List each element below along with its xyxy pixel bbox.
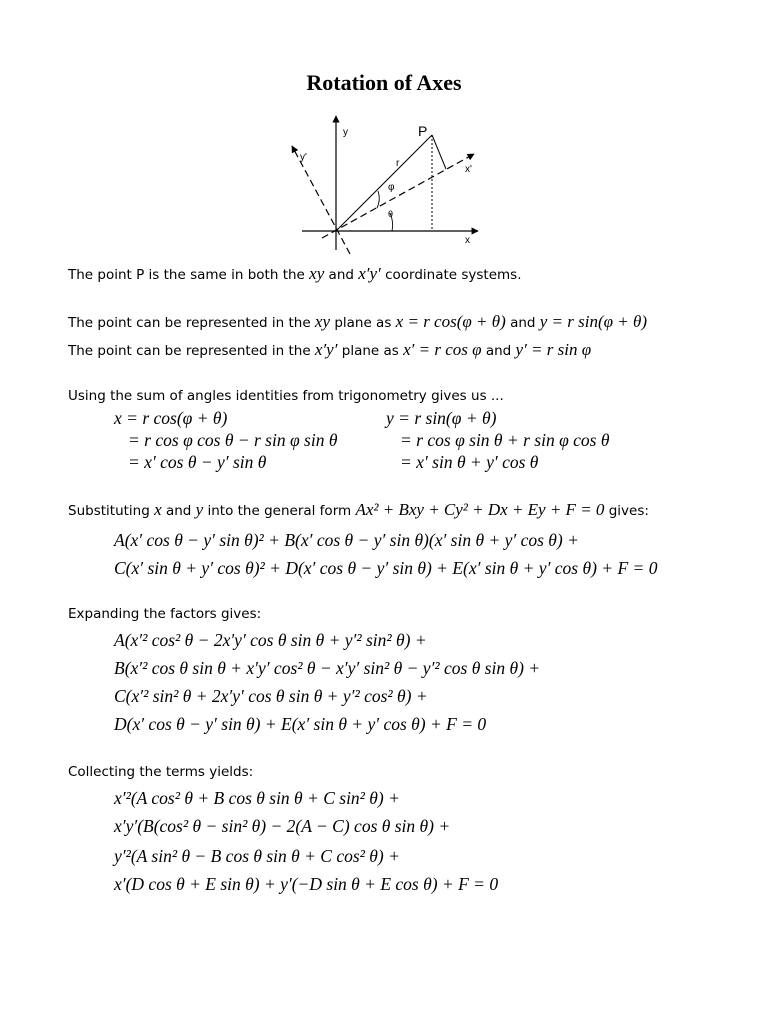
label-y: y [343,127,348,138]
identities-intro: Using the sum of angles identities from trigonometry gives us ... [68,388,504,404]
identity-y-line-1: y = r sin(φ + θ) [386,408,497,428]
identity-x-line-2: = r cos φ cos θ − r sin φ sin θ [128,430,338,450]
expand-eq-line-2: B(x′² cos θ sin θ + x′y′ cos² θ − x′y′ sin² θ − y′² cos θ sin θ) + [114,658,541,678]
representation-xy-line: The point can be represented in the xy plane as x = r cos(φ + θ) and y = r sin(φ + θ) [68,312,648,331]
collect-eq-line-3: y′²(A sin² θ − B cos θ sin θ + C cos² θ) + [114,846,400,866]
collect-eq-line-1: x′²(A cos² θ + B cos θ sin θ + C sin² θ) + [114,788,400,808]
label-y-prime: y' [300,152,307,163]
p-perpendicular [432,135,446,169]
label-x: x [465,235,470,246]
identity-x-line-3: = x′ cos θ − y′ sin θ [128,452,267,472]
label-theta: θ [388,209,394,219]
rotation-diagram [290,110,490,258]
intro-line: The point P is the same in both the xy and x′y′ coordinate systems. [68,264,522,283]
identity-y-line-3: = x′ sin θ + y′ cos θ [400,452,539,472]
collect-eq-line-4: x′(D cos θ + E sin θ) + y′(−D sin θ + E cos θ) + F = 0 [114,874,499,894]
expand-eq-line-1: A(x′² cos² θ − 2x′y′ cos θ sin θ + y′² sin² θ) + [114,630,427,650]
collect-eq-line-2: x′y′(B(cos² θ − sin² θ) − 2(A − C) cos θ sin θ) + [114,816,451,836]
collect-intro: Collecting the terms yields: [68,764,254,780]
identity-y-line-2: = r cos φ sin θ + r sin φ cos θ [400,430,610,450]
substitution-eq-line-1: A(x′ cos θ − y′ sin θ)² + B(x′ cos θ − y′ sin θ)(x′ sin θ + y′ cos θ) + [114,530,579,550]
label-r: r [396,158,400,169]
label-phi: φ [388,182,395,193]
expand-eq-line-3: C(x′² sin² θ + 2x′y′ cos θ sin θ + y′² cos² θ) + [114,686,428,706]
page-title: Rotation of Axes [306,70,462,95]
identity-x-line-1: x = r cos(φ + θ) [114,408,228,428]
substitution-line: Substituting x and y into the general form Ax² + Bxy + Cy² + Dx + Ey + F = 0 gives: [68,500,649,519]
label-p: P [418,123,428,139]
expand-eq-line-4: D(x′ cos θ − y′ sin θ) + E(x′ sin θ + y′ cos θ) + F = 0 [114,714,487,734]
phi-arc [377,191,379,208]
label-x-prime: x' [465,164,472,175]
representation-xpyp-line: The point can be represented in the x′y′ plane as x′ = r cos φ and y′ = r sin φ [68,340,592,359]
substitution-eq-line-2: C(x′ sin θ + y′ cos θ)² + D(x′ cos θ − y′ sin θ) + E(x′ sin θ + y′ cos θ) + F = 0 [114,558,658,578]
expand-intro: Expanding the factors gives: [68,606,262,622]
radius-line [336,135,432,231]
